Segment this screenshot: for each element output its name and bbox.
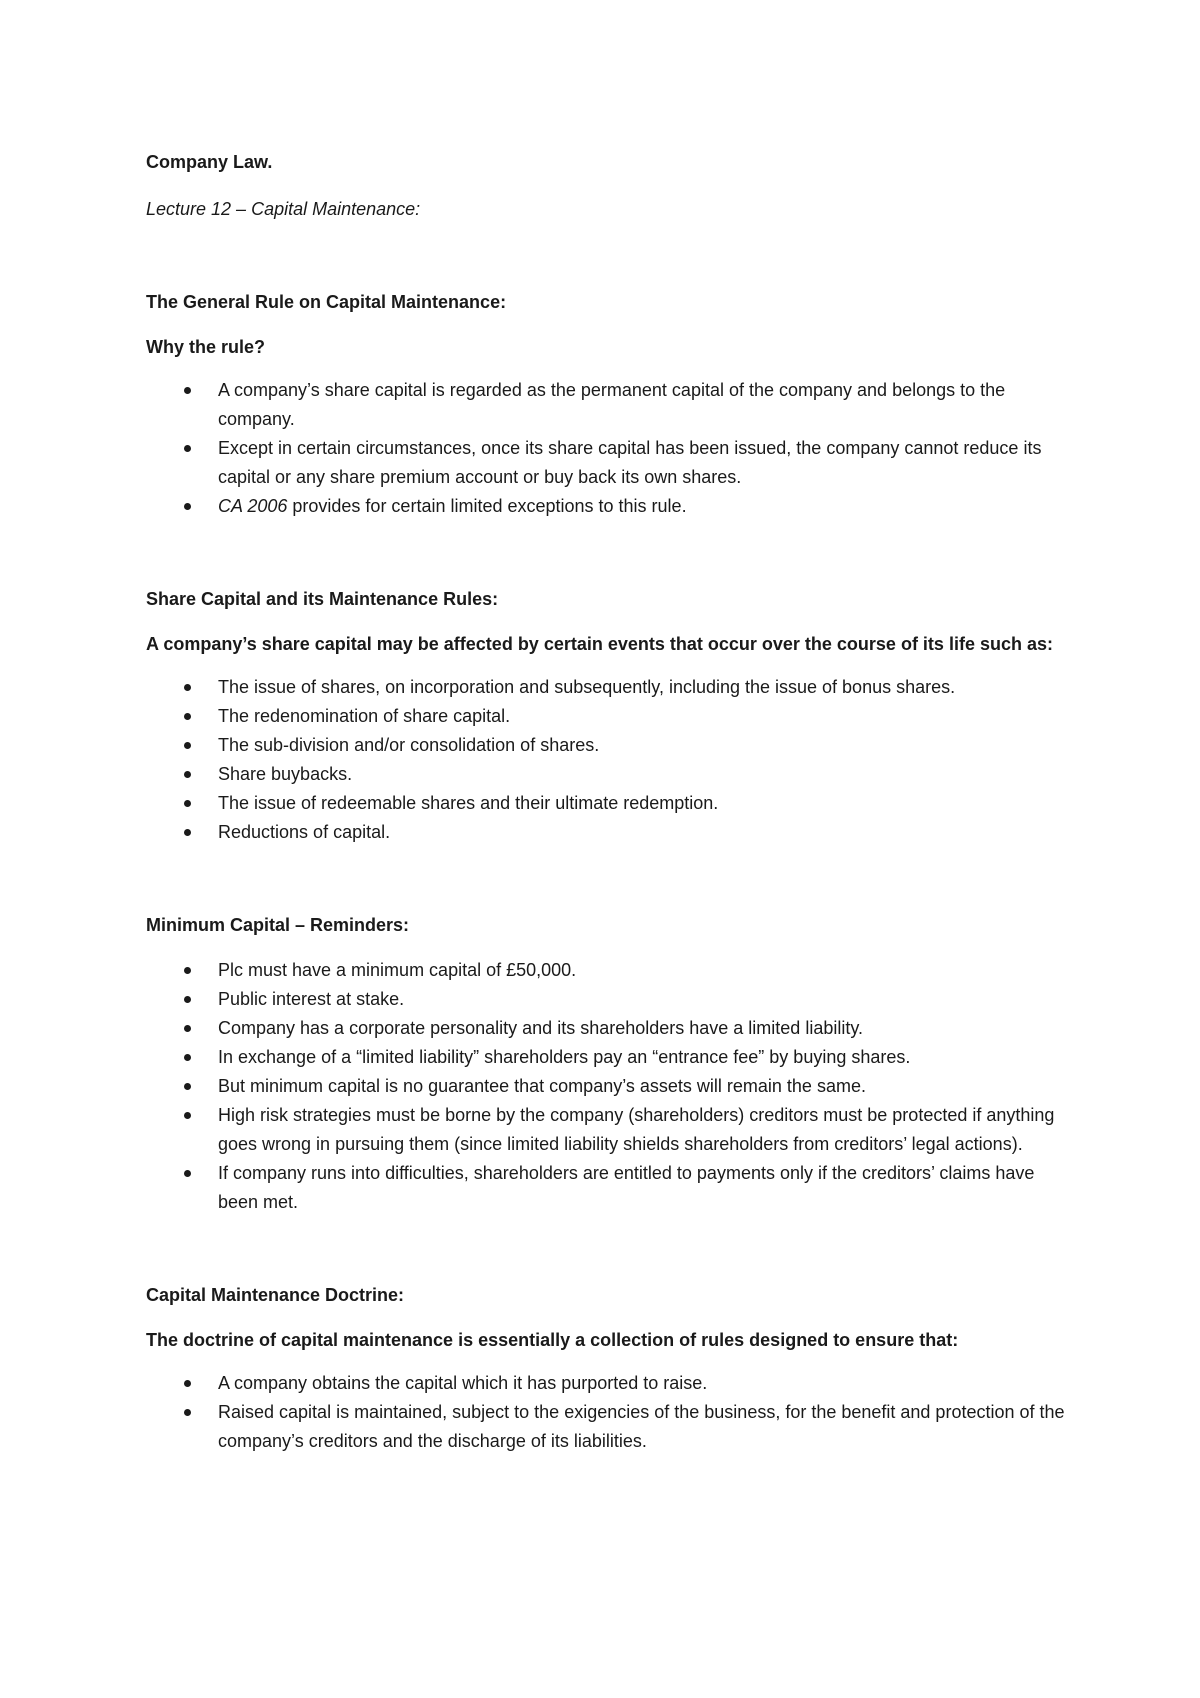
list-item: CA 2006 provides for certain limited exceptions to this rule. <box>218 492 1070 521</box>
bullet-icon <box>184 387 191 394</box>
section-doctrine <box>146 1281 1070 1456</box>
section-subheading: The doctrine of capital maintenance is essentially a collection of rules designed to ensure that: <box>146 1330 959 1350</box>
section-minimum-capital <box>146 911 1070 1217</box>
bullet-icon <box>184 742 191 749</box>
bullet-icon <box>184 684 191 691</box>
bullet-list <box>146 376 1070 521</box>
list-item: A company obtains the capital which it has purported to raise. <box>218 1369 1070 1398</box>
section-subheading: Why the rule? <box>146 337 266 357</box>
list-item: Reductions of capital. <box>218 818 1070 847</box>
bullet-icon <box>184 829 191 836</box>
list-item: Company has a corporate personality and its shareholders have a limited liability. <box>218 1014 1070 1043</box>
section-subheading: A company’s share capital may be affected by certain events that occur over the course of its life such as: <box>146 634 1053 654</box>
bullet-icon <box>184 996 191 1003</box>
bullet-icon <box>184 1112 191 1119</box>
list-item: The issue of redeemable shares and their ultimate redemption. <box>218 789 1070 818</box>
list-item: Share buybacks. <box>218 760 1070 789</box>
list-item: High risk strategies must be borne by the company (shareholders) creditors must be protected if anything goes wrong in pursuing them (since limited liability shields shareholders from creditors’ legal actions). <box>218 1101 1070 1159</box>
bullet-icon <box>184 1025 191 1032</box>
list-item: The sub-division and/or consolidation of shares. <box>218 731 1070 760</box>
bullet-icon <box>184 1380 191 1387</box>
list-item: The issue of shares, on incorporation and subsequently, including the issue of bonus shares. <box>218 673 1070 702</box>
bullet-icon <box>184 445 191 452</box>
bullet-list <box>146 673 1070 847</box>
bullet-icon <box>184 713 191 720</box>
document-title: Company Law. <box>146 152 273 172</box>
list-item: A company’s share capital is regarded as the permanent capital of the company and belongs to the company. <box>218 376 1070 434</box>
list-item: The redenomination of share capital. <box>218 702 1070 731</box>
list-item: But minimum capital is no guarantee that company’s assets will remain the same. <box>218 1072 1070 1101</box>
list-item: Plc must have a minimum capital of £50,000. <box>218 956 1070 985</box>
bullet-list <box>146 1369 1070 1456</box>
bullet-icon <box>184 1409 191 1416</box>
list-item: Public interest at stake. <box>218 985 1070 1014</box>
section-heading: Share Capital and its Maintenance Rules: <box>146 589 499 609</box>
section-heading: Capital Maintenance Doctrine: <box>146 1285 405 1305</box>
section-heading: The General Rule on Capital Maintenance: <box>146 292 507 312</box>
list-item: Raised capital is maintained, subject to the exigencies of the business, for the benefit and protection of the company’s creditors and the discharge of its liabilities. <box>218 1398 1070 1456</box>
section-heading: Minimum Capital – Reminders: <box>146 915 410 935</box>
bullet-icon <box>184 967 191 974</box>
bullet-icon <box>184 503 191 510</box>
section-general-rule <box>146 288 1070 521</box>
list-item: In exchange of a “limited liability” shareholders pay an “entrance fee” by buying shares. <box>218 1043 1070 1072</box>
document-subtitle: Lecture 12 – Capital Maintenance: <box>146 199 421 219</box>
bullet-icon <box>184 771 191 778</box>
section-share-capital <box>146 585 1070 847</box>
statute-reference: CA 2006 <box>218 496 288 516</box>
list-item: If company runs into difficulties, shareholders are entitled to payments only if the creditors’ claims have been met. <box>218 1159 1070 1217</box>
bullet-list <box>146 956 1070 1217</box>
bullet-icon <box>184 1170 191 1177</box>
bullet-icon <box>184 1083 191 1090</box>
bullet-icon <box>184 800 191 807</box>
bullet-icon <box>184 1054 191 1061</box>
list-item: Except in certain circumstances, once its share capital has been issued, the company cannot reduce its capital or any share premium account or buy back its own shares. <box>218 434 1070 492</box>
